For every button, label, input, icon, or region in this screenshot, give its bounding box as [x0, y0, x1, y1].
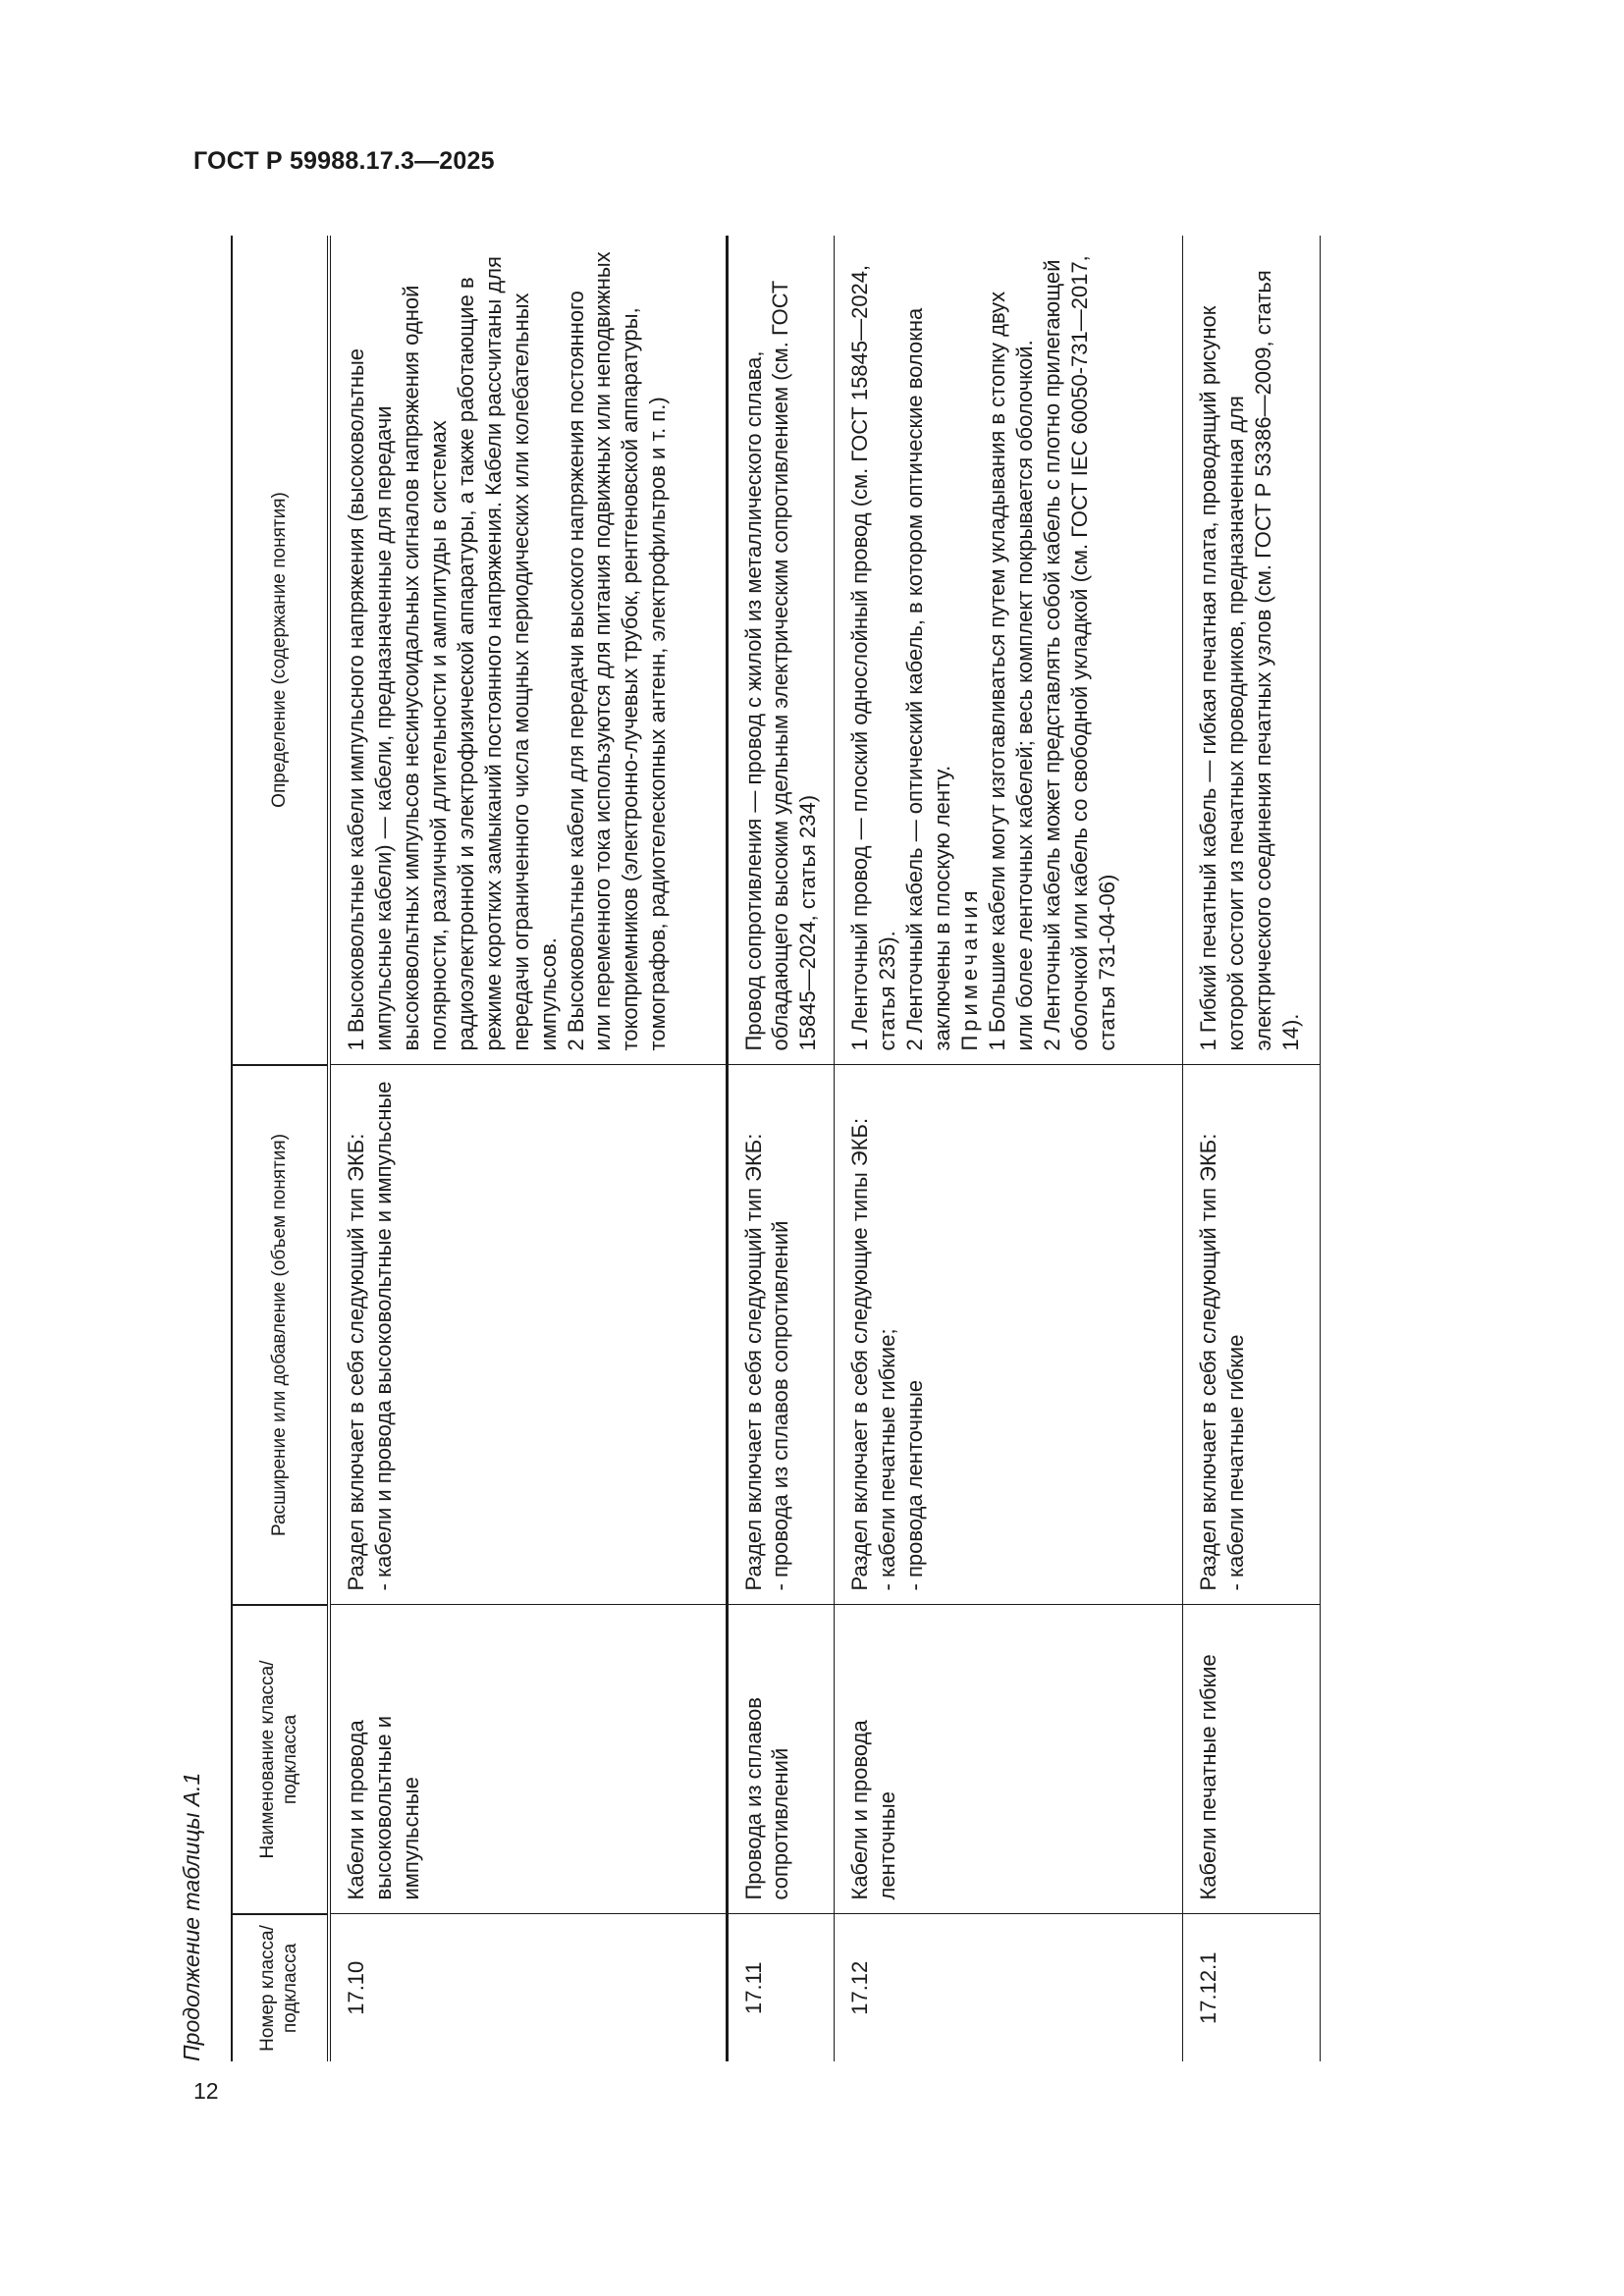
column-header-number: Номер класса/ подкласса [232, 1914, 329, 2061]
definition-paragraph: 1 Ленточный провод — плоский однослойный провод (см. ГОСТ 15845—2024, статья 235). [847, 264, 900, 1051]
class-number: 17.11 [727, 1914, 835, 2061]
class-extension [835, 1065, 1183, 1605]
table-header-row [232, 236, 329, 2061]
table-row [1183, 236, 1321, 2061]
class-definition [329, 236, 727, 1065]
page-number: 12 [193, 2078, 219, 2104]
column-header-name: Наименование класса/ подкласса [232, 1605, 329, 1914]
extension-line: Раздел включает в себя следующий тип ЭКБ: [344, 1133, 368, 1591]
table-row [329, 236, 727, 2061]
rotated-table-block [167, 216, 1326, 2061]
extension-line: - провода ленточные [902, 1379, 928, 1591]
class-definition [1183, 236, 1321, 1065]
table-row [835, 236, 1183, 2061]
class-definition [835, 236, 1183, 1065]
definition-paragraph: 2 Ленточный кабель может представлять собой кабель с плотно прилегающей оболочкой или кабель со свободной укладкой (см. ГОСТ IEC 60050-731—2017, статья 731-04-06) [1039, 255, 1119, 1051]
definition-paragraph: 1 Высоковольтные кабели импульсного напряжения (высоковольтные импульсные кабели) — кабели, предназначенные для передачи высоковольтных импульсов несинусоидальных сигналов напряжения одной полярности, различной длительности и амплитуды в системах радиоэлектронной и электрофизической аппаратуры, а также работающие в режиме коротких замыканий постоянного напряжения. Кабели рассчитаны для передачи ограниченного числа мощных периодических или колебательных импульсов. [344, 256, 561, 1051]
table-continuation-label: Продолжение таблицы А.1 [179, 1772, 204, 2061]
extension-line: Раздел включает в себя следующий тип ЭКБ: [1196, 1133, 1221, 1591]
document-header: ГОСТ Р 59988.17.3—2025 [193, 147, 495, 175]
table-row [727, 236, 835, 2061]
class-name: Провода из сплавов сопротивлений [727, 1605, 835, 1914]
class-name: Кабели печатные гибкие [1183, 1605, 1321, 1914]
definition-paragraph: 2 Высоковольтные кабели для передачи высокого напряжения постоянного или переменного тока используются для питания подвижных или неподвижных токоприемников (электронно-лучевых трубок, рентгеновской аппаратуры, томографов, радиотелескопных антенн, электрофильтров и т. п.) [563, 251, 671, 1051]
definition-paragraph: 1 Большие кабели могут изготавливаться путем укладывания в стопку двух или более ленточных кабелей; весь комплект покрывается оболочкой. [985, 291, 1037, 1051]
extension-line: - провода из сплавов сопротивлений [768, 1220, 793, 1591]
class-definition [727, 236, 835, 1065]
class-name: Кабели и провода ленточные [835, 1605, 1183, 1914]
extension-line: - кабели и провода высоковольтные и импульсные [370, 1081, 396, 1591]
notes-heading: Примечания [957, 886, 983, 1051]
definition-paragraph: 1 Гибкий печатный кабель — гибкая печатная плата, проводящий рисунок которой состоит из печатных проводников, предназначенная для электрического соединения печатных узлов (см. ГОСТ Р 53386—2009, статья 14). [1196, 270, 1304, 1051]
class-extension [1183, 1065, 1321, 1605]
definition-paragraph: Провод сопротивления — провод с жилой из металлического сплава, обладающего высоким удельным электрическим сопротивлением (см. ГОСТ 15845—2024, статья 234) [740, 280, 821, 1051]
extension-line: Раздел включает в себя следующий тип ЭКБ: [740, 1133, 766, 1591]
class-name: Кабели и провода высоковольтные и импульсные [329, 1605, 727, 1914]
extension-line: Раздел включает в себя следующие типы ЭКБ: [847, 1117, 873, 1591]
class-extension [727, 1065, 835, 1605]
extension-line: - кабели печатные гибкие; [875, 1328, 900, 1591]
column-header-extension: Расширение или добавление (объем понятия) [232, 1065, 329, 1605]
classification-table [231, 236, 1321, 2061]
class-number: 17.12.1 [1183, 1914, 1321, 2061]
class-number: 17.10 [329, 1914, 727, 2061]
definition-paragraph: 2 Ленточный кабель — оптический кабель, в котором оптические волокна заключены в плоскую ленту. [902, 307, 955, 1051]
class-extension [329, 1065, 727, 1605]
extension-line: - кабели печатные гибкие [1223, 1334, 1249, 1591]
column-header-definition: Определение (содержание понятия) [232, 236, 329, 1065]
class-number: 17.12 [835, 1914, 1183, 2061]
